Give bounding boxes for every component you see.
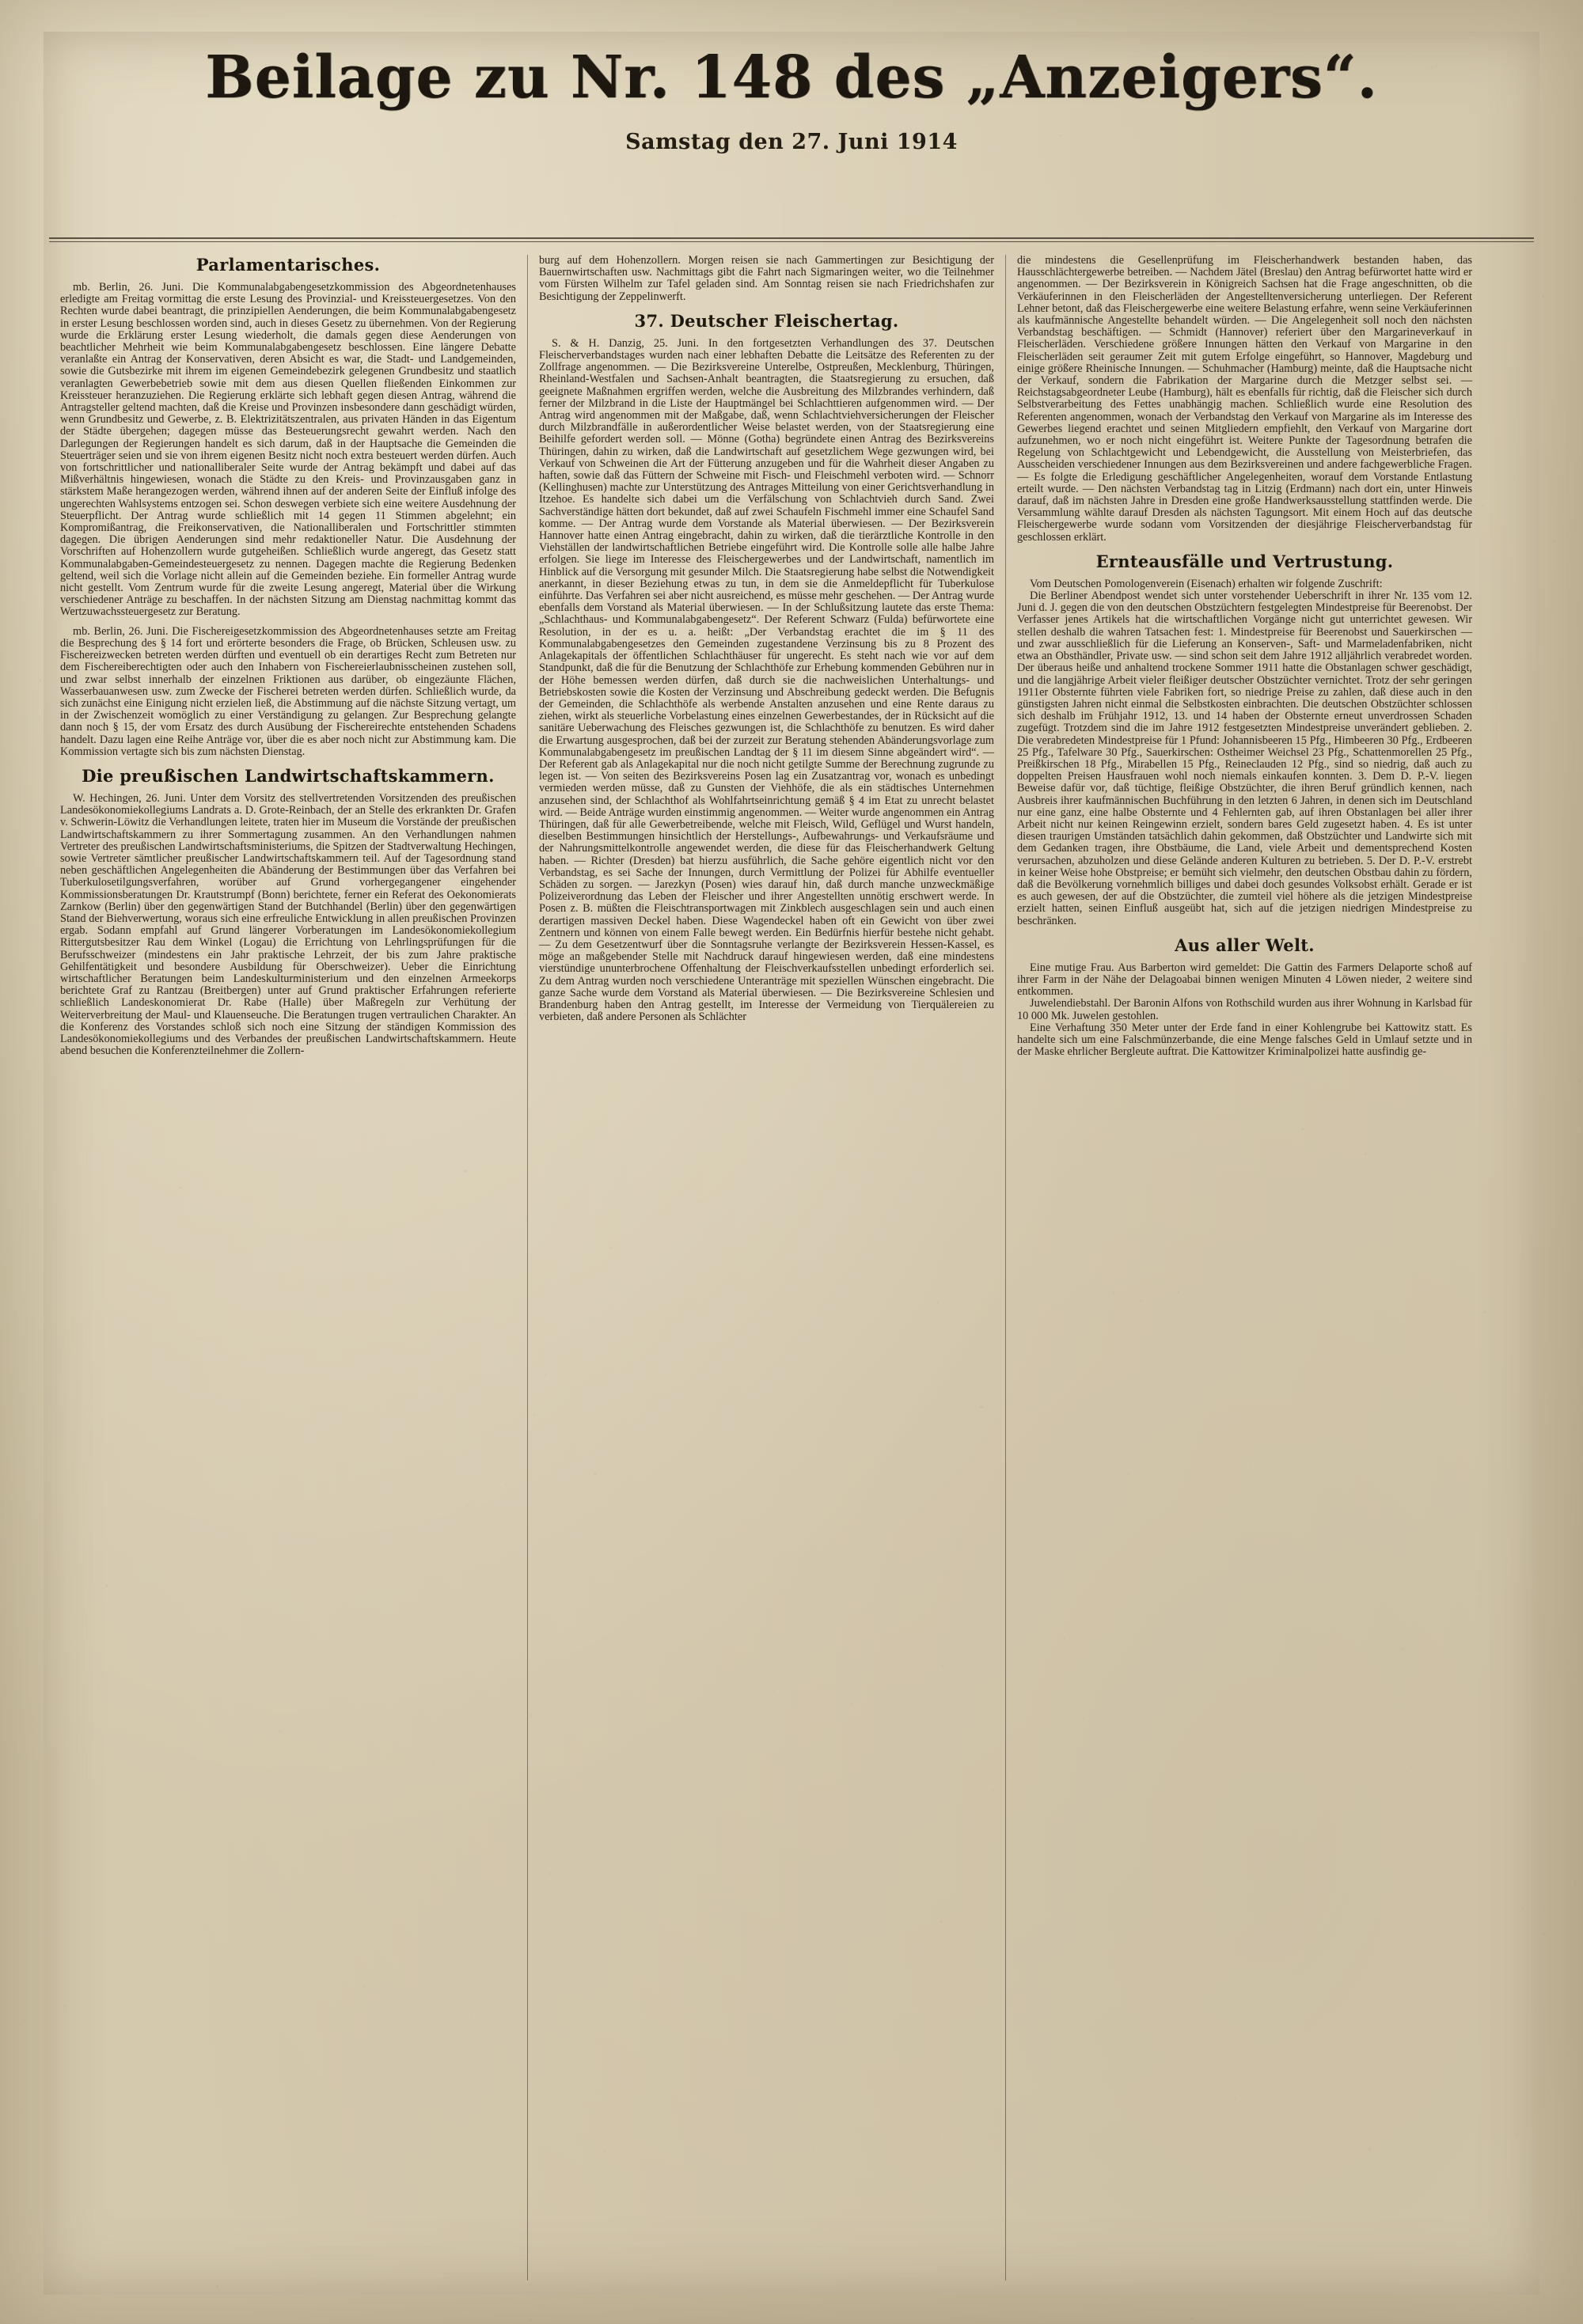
masthead-divider: [49, 237, 1534, 239]
paragraph: S. & H. Danzig, 25. Juni. In den fortgesetzten Verhandlungen des 37. Deutschen Fleischerverbandstages wurden nach einer lebhaften Debatte die Leitsätze des Referenten zu der Zollfrage angenommen. — Die Bezirksvereine Unterelbe, Ostpreußen, Mecklenburg, Thüringen, Rheinland-Westfalen und Sachsen-Anhalt beantragten, die Staatsregierung zu ersuchen, daß geeignete Maßnahmen ergriffen werden, welche die Ausbreitung des Milzbrandes verhindern, daß ferner der Milzbrand in die Liste der Hauptmängel bei Schlachttieren aufgenommen wird. — Der Antrag wird angenommen mit der Maßgabe, daß, wenn Schlachtviehversicherungen der Fleischer durch Milzbrandfälle in außerordentlicher Weise belastet werden, von der Staatsregierung eine Beihilfe gefordert werden soll. — Mönne (Gotha) begründete einen Antrag des Bezirksvereins Thüringen, dahin zu wirken, daß die Landwirtschaft auf gesetzlichem Wege gezwungen wird, bei Verkauf von Schweinen die Art der Fütterung anzugeben und für die Wahrheit dieser Angaben zu haften, sowie daß das Füttern der Schweine mit Fisch- und Fleischmehl verboten wird. — Schnorr (Kellinghusen) machte zur Unterstützung des Antrages Mitteilung von einer Gerichtsverhandlung in Itzehoe. Es handelte sich dabei um die Verfälschung von Schlachtvieh durch Sand. Zwei Sachverständige hätten dort bekundet, daß auf zwei Schaufeln Fischmehl immer eine Schaufel Sand komme. — Der Antrag wurde dem Vorstande als Material überwiesen. — Der Bezirksverein Hannover hatte einen Antrag eingebracht, dahin zu wirken, daß die tierärztliche Kontrolle in den Viehställen der landwirtschaftlichen Betriebe eingeführt wird. Die Kontrolle solle alle halbe Jahre erfolgen. Sie liege im Interesse des Fleischergewerbes und der Landwirtschaft, namentlich im Hinblick auf die Versorgung mit gesunder Milch. Die Staatsregierung habe selbst die Notwendigkeit anerkannt, in dieser Beziehung etwas zu tun, in dem sie die Anmeldepflicht für Tuberkulose einführte. Das Verfahren sei aber nicht ausreichend, es müsse mehr geschehen. — Der Antrag wurde ebenfalls dem Vorstand als Material überwiesen. — In der Schlußsitzung lautete das erste Thema: „Schlachthaus- und Kommunalabgabengesetz“. Der Referent Schwarz (Fulda) befürwortete eine Resolution, in der es u. a. heißt: „Der Verbandstag erachtet die im § 11 des Kommunalabgabengesetzes den Gemeinden zugestandene Verzinsung bis zu 8 Prozent des Anlagekapitals der öffentlichen Schlachthäuser für ungerecht. Es steht nach wie vor auf dem Standpunkt, daß die für die Benutzung der Schlachthöfe zur Erhebung kommenden Gebühren nur in der Höhe bemessen werden dürfen, daß durch sie die nachweislichen Unterhaltungs- und Betriebskosten sowie die Kosten der Verzinsung und Abschreibung gedeckt werden. Die Befugnis der Gemeinden, die Schlachthöfe als werbende Anstalten anzusehen und eine Rente daraus zu ziehen, wirkt als steuerliche Vorbelastung eines einzelnen Gewerbestandes, der in Rücksicht auf die sanitäre Ueberwachung des Fleisches gezwungen ist, die Schlachthöfe zu benutzen. Es wird daher die Erwartung ausgesprochen, daß bei der zurzeit zur Beratung stehenden Abänderungsvorlage zum Kommunalabgabengesetz im preußischen Landtag der § 11 im diesem Sinne abgeändert wird“. — Der Referent gab als Anlagekapital nur die noch nicht getilgte Summe der Berechnung zugrunde zu legen ist. — Von seiten des Bezirksvereins Posen lag ein Zusatzantrag vor, wonach es unbedingt vermieden werden müsse, daß zu Gunsten der Viehhöfe, die als ein städtisches Unternehmen anzusehen sind, der Schlachthof als Wohlfahrtseinrichtung gemäß § 4 im Etat zu unrecht belastet wird. — Beide Anträge wurden einstimmig angenommen. — Weiter wurde angenommen ein Antrag Thüringen, daß für alle Gewerbetreibende, welche mit Fleisch, Wild, Geflügel und Wurst handeln, dieselben Bestimmungen hinsichtlich der Herstellungs-, Aufbewahrungs- und Verkaufsräume und der Nahrungsmittelkontrolle angewendet werden, die diese für das Fleischerhandwerk Geltung haben. — Richter (Dresden) bat hierzu ausführlich, die Sache gehöre eigentlich nicht vor den Verbandstag, es sei Sache der Innungen, durch Vermittlung der Polizei für Abhilfe eventueller Schäden zu sorgen. — Jarezkyn (Posen) wies darauf hin, daß durch manche unzweckmäßige Polizeiverordnung das Leben der Fleischer und ihrer Angestellten unnötig erschwert werde. In Posen z. B. müßten die Fleischtransportwagen mit Zinkblech ausgeschlagen sein und auch einen derartigen massiven Deckel haben. Diese Wagendeckel haben oft ein Gewicht von über zwei Zentnern und können von einem Falle bewegt werden. Ein Bedürfnis hierfür bestehe nicht gehabt. — Zu dem Gesetzentwurf über die Sonntagsruhe verlangte der Bezirksverein Hessen-Kassel, es möge an maßgebender Stelle mit Nachdruck darauf hingewiesen werden, daß eine mindestens vierstündige ununterbrochene Offenhaltung der Fleischverkaufsstellen unbedingt erforderlich sei. Zu dem Antrag wurden noch verschiedene Unteranträge mit speziellen Wünschen eingebracht. Die ganze Sache wurde dem Vorstand als Material überwiesen. — Die Bezirksvereine Schlesien und Brandenburg haben den Antrag gestellt, im Interesse der Vermeidung von Tierquälereien zu verbieten, daß andere Personen als Schlächter: [539, 336, 994, 1024]
article-headline-aus-aller-welt: Aus aller Welt.: [1175, 935, 1315, 955]
paragraph: Eine mutige Frau. Aus Barberton wird gemeldet: Die Gattin des Farmers Delaporte schoß auf ihrer Farm in der Nähe der Delagoabai binnen wenigen Minuten 4 Löwen nieder, 2 weitere sind entkommen.: [1017, 961, 1472, 999]
paragraph-continued: burg auf dem Hohenzollern. Morgen reisen sie nach Gammertingen zur Besichtigung der Bauernwirtschaften usw. Nachmittags gibt die Fahrt nach Sigmaringen weiter, wo die Teilnehmer vom Fürsten Wilhelm zur Tafel geladen sind. Am Sonntag reisen sie nach Friedrichshafen zur Besichtigung der Zeppelinwerft.: [539, 254, 994, 303]
article-headline-ernteausfaelle: Ernteausfälle und Vertrustung.: [1095, 551, 1394, 571]
article-headline-landwirtschaftskammern: Die preußischen Landwirtschaftskammern.: [82, 765, 495, 786]
article-headline-parlamentarisches: Parlamentarisches.: [196, 255, 381, 275]
paragraph: mb. Berlin, 26. Juni. Die Kommunalabgabengesetzkommission des Abgeordnetenhauses erledigte am Freitag vormittag die erste Lesung des Provinzial- und Kreissteuergesetzes. Von den Rechten wurde dabei beantragt, die prinzipiellen Aenderungen, die beim Kommunalabgabengesetz in erster Lesung beschlossen worden sind, auch in dieses Gesetz zu übernehmen. Von der Regierung wurde die Erklärung erster Lesung wiederholt, die damals gegen diese Aenderungen von beachtlicher Mehrheit wie beim Kommunalabgabengesetz beschlossen. Eine längere Debatte veranlaßte ein Antrag der Konservativen, deren Absicht es war, die Stadt- und Landgemeinden, sowie die Gutsbezirke mit ihrem im eigenen Gemeindebezirk gelegenen Grundbesitz und staatlich veranlagten Gewerbebetrieb sowie mit dem aus diesen Quellen fließenden Einkommen zur Kreissteuer heranzuziehen. Die Regierung erklärte sich lebhaft gegen diesen Antrag, während die Antragsteller geltend machten, daß die Kreise und Provinzen insbesondere dann geschädigt würden, wenn Grundbesitz und Gewerbe, z. B. Elektrizitätszentralen, aus privaten Händen in das Eigentum der Städte übergehen; dagegen müsse das Besteuerungsrecht gewahrt werden. Nach den Darlegungen der Regierungen handelt es sich darum, daß in der Hauptsache die Gemeinden die Steuerträger seien und sie von ihrem eigenen Besitz nicht noch extra besteuert werden dürfen. Auch von fortschrittlicher und nationalliberaler Seite wurde der Antrag bekämpft und dabei auf das Mißverhältnis hingewiesen, wonach die Städte zu den Kreis- und Provinzausgaben ganz in stärkstem Maße herangezogen werden, während ihnen auf der anderen Seite der Einfluß infolge des ungerechten Wahlsystems entzogen sei. Schon deswegen verbiete sich eine weitere Ausdehnung der Steuerpflicht. Der Antrag wurde schließlich mit 14 gegen 11 Stimmen abgelehnt; ein Kompromißantrag, die Freikonservativen, die Nationalliberalen und Fortschrittler stimmten dagegen. Die übrigen Aenderungen sind mehr redaktioneller Natur. Die Ausdehnung der Vorschriften auf Hohenzollern wurde gutgeheißen. Schließlich wurde angeregt, das Gesetz statt Kommunalabgaben-Gemeindesteuergesetz zu nennen. Dagegen machte die Regierung Bedenken geltend, weil sich die Vorlage nicht allein auf die Gemeinden beziehe. Ein formeller Antrag wurde nicht gestellt. Vom Zentrum wurde für die zweite Lesung angeregt, Material über die Wirkung verschiedener Anträge zu beschaffen. In der nächsten Sitzung am Dienstag nachmittag kommt das Wertzuwachssteuergesetz zur Beratung.: [60, 281, 516, 619]
column-2: [527, 255, 1005, 2280]
paragraph: Vom Deutschen Pomologenverein (Eisenach) erhalten wir folgende Zuschrift:: [1030, 577, 1383, 590]
masthead: [47, 44, 1536, 154]
paragraph: Juwelendiebstahl. Der Baronin Alfons von Rothschild wurden aus ihrer Wohnung in Karlsbad für 10 000 Mk. Juwelen gestohlen.: [1017, 997, 1472, 1022]
issue-date: Samstag den 27. Juni 1914: [625, 129, 958, 154]
article-columns: [49, 255, 1534, 2280]
paragraph: Eine Verhaftung 350 Meter unter der Erde fand in einer Kohlengrube bei Kattowitz statt. Es handelte sich um eine Falschmünzerbande, die eine Menge falsches Geld in Umlauf setzte und in der Maske ehrlicher Bergleute auftrat. Die Kattowitzer Kriminalpolizei hatte ausfindig ge-: [1017, 1021, 1472, 1059]
column-3: [1005, 255, 1483, 2280]
masthead-divider-secondary: [49, 241, 1534, 242]
article-headline-fleischertag: 37. Deutscher Fleischertag.: [634, 310, 899, 331]
paragraph: Die Berliner Abendpost wendet sich unter vorstehender Ueberschrift in ihrer Nr. 135 vom 12. Juni d. J. gegen die von den deutschen Obstzüchtern festgelegten Mindestpreise für Beerenobst. Der Verfasser jenes Artikels hat die wirtschaftlichen Vorgänge nicht gut unterrichtet gewesen. Wir stellen deshalb die wahren Tatsachen fest: 1. Mindestpreise für Beerenobst und Sauerkirschen — und zwar ausschließlich für die Lieferung an Konserven-, Saft- und Marmeladenfabriken, nicht etwa an Obsthändler, Private usw. — sind schon seit dem Jahre 1912 alljährlich verabredet worden. Der überaus heiße und anhaltend trockene Sommer 1911 hatte die Obstanlagen schwer geschädigt, und die langjährige Arbeit vieler fleißiger deutscher Obstzüchter vernichtet. Trotz der sehr geringen 1911er Obsternte führten viele Fabriken fort, so niedrige Preise zu zahlen, daß diese auch in den günstigsten Jahren nicht einmal die Selbstkosten einbrachten. Die deutschen Obstzüchter schlossen sich deshalb im Frühjahr 1912, 13. und 14 haben der Obsternte erneut unverdrossen Schaden zugefügt. Trotzdem sind die im Jahre 1912 festgesetzten Mindestpreise unverändert geblieben. 2. Die verabredeten Mindestpreise für 1 Pfund: Johannisbeeren 15 Pfg., Himbeeren 30 Pfg., Erdbeeren 25 Pfg., Tafelware 30 Pfg., Sauerkirschen: Ostheimer Weichsel 23 Pfg., Schattenmorellen 25 Pfg., Preißkirschen 18 Pfg., Mirabellen 15 Pfg., Reineclauden 12 Pfg., sind so niedrig, daß auch zu doppelten Preisen Hausfrauen wohl noch niemals einkaufen konnten. 3. Dem D. P.-V. liegen Beweise dafür vor, daß tüchtige, fleißige Obstzüchter, die ihren Beruf gründlich kennen, nach Ausbreis ihrer kaufmännischen Buchführung in den letzten 6 Jahren, in denen sich im Deutschland nur eine ganz, eine halbe Obsternte und 4 Fehlernten gab, auf ihren Obstanlagen bei aller ihrer Arbeit nicht nur keinen Reingewinn erzielt, sondern bares Geld zugesetzt haben. 4. Es ist unter diesen traurigen Umständen tatsächlich dahin gekommen, daß Obstzüchter und Landwirte sich mit dem Gedanken tragen, ihre Obstbäume, die Land, viele Arbeit und dementsprechend Kosten verursachen, abzuholzen und diese Gelände anderen Kulturen zu betrieben. 5. Der D. P.-V. erstrebt in keiner Weise hohe Obstpreise; er bemüht sich vielmehr, den deutschen Obstbau dahin zu fördern, daß die Bevölkerung vornehmlich billiges und dabei doch gesundes Volksobst erhält. Gerade er ist es auch gewesen, der auf die Obstzüchter, die zumteil viel höhere als die jetzigen Mindestpreise erzielt hatten, seinen Einfluß ausgeübt hat, sich auf die jetzigen niedrigen Mindestpreise zu beschränken.: [1017, 590, 1472, 927]
page-title: Beilage zu Nr. 148 des „Anzeigers“.: [205, 44, 1378, 112]
column-1: [49, 255, 527, 2280]
paragraph: W. Hechingen, 26. Juni. Unter dem Vorsitz des stellvertretenden Vorsitzenden des preußischen Landesökonomiekollegiums Landrats a. D. Grote-Reinbach, der an Stelle des erkrankten Dr. Grafen v. Schwerin-Löwitz die Verhandlungen leitete, traten hier im Museum die Vorstände der preußischen Landwirtschaftskammern zu ihrer Sommertagung zusammen. An den Verhandlungen nahmen Vertreter des preußischen Landwirtschaftsministeriums, die Spitzen der Stadtverwaltung Hechingen, sowie Vertreter sämtlicher preußischer Landwirtschaftskammern teil. Auf der Tagesordnung stand neben geschäftlichen Angelegenheiten die Abänderung der Bestimmungen über das Verfahren bei Tuberkulosetilgungsverfahren, worüber auf Grund vorhergegangener eingehender Kommissionsberatungen Dr. Krautstrumpf (Bonn) berichtete, ferner ein Referat des Oekonomierats Zarnkow (Berlin) über den gegenwärtigen Stand der Butchhandel (Berlin) über den gegenwärtigen Stand der Biehverwertung, woraus sich eine erfreuliche Entwicklung in allen preußischen Provinzen ergab. Sodann empfahl auf Grund längerer Vorberatungen im Landesökonomiekollegium Rittergutsbesitzer Rau dem Winkel (Logau) die Errichtung von Lehrlingsprüfungen für die Berufsschweizer (mindestens ein Jahr praktische Lehrzeit, der bis zum Jahre praktische Gehilfentätigkeit und besondere Ausbildung für Oberschweizer). Ueber die Einrichtung wirtschaftlicher Beratungen beim Landeskulturministerium und den einzelnen Armeekorps berichtete Graf zu Rantzau (Breitbergen) unter auf Grund praktischer Erfahrungen referierte schließlich Landeskonomierat Dr. Rabe (Halle) über Maßregeln zur Verhütung der Weiterverbreitung der Maul- und Klauenseuche. Die Beratungen trugen vertraulichen Charakter. An die Konferenz des Vorstandes schloß sich noch eine Sitzung der ständigen Kommission des Landesökonomiekollegiums und des Verbandes der preußischen Landwirtschaftskammern. Heute abend besuchen die Konferenzteilnehmer die Zollern-: [60, 791, 516, 1058]
paragraph: mb. Berlin, 26. Juni. Die Fischereigesetzkommission des Abgeordnetenhauses setzte am Freitag die Besprechung des § 14 fort und erörterte besonders die Frage, ob Brücken, Schleusen usw. zu Fischereizwecken betreten werden dürften und eventuell ob ein derartiges Recht zum Betreten nur dem Fischereiberechtigten oder auch den Inhabern von Fischereierlaubnisscheinen zustehen soll, und zwar selbst innerhalb der einzelnen Friktionen aus darüber, ob eingezäunte Flächen, Wasserbauanwesen usw. zum Zwecke der Fischerei betreten werden dürfen. Schließlich wurde, da sich zunächst eine Einigung nicht erzielen ließ, die Abstimmung auf die nächste Sitzung vertagt, um in der Zwischenzeit womöglich zu einer Verständigung zu gelangen. Zur Besprechung gelangte dann noch § 15, der vom Ersatz des durch Ausübung der Fischereirechte entstehenden Schadens handelt. Dazu lagen eine Reihe Anträge vor, über die es aber noch nicht zur Abstimmung kam. Die Kommission vertagte sich bis zum nächsten Dienstag.: [60, 624, 516, 758]
paragraph-continued: die mindestens die Gesellenprüfung im Fleischerhandwerk bestanden haben, das Hausschlächtergewerbe betreiben. — Nachdem Jätel (Breslau) den Antrag befürwortet hatte wird er angenommen. — Der Bezirksverein in Königreich Sachsen hat die Frage angeschnitten, ob die Verkäuferinnen in den Fleischerläden der Angestelltenversicherung unterliegen. Der Referent Lehner betont, daß das Fleischergewerbe eine weitere Belastung erfahre, wenn seine Verkäuferinnen als kaufmännische Angestellte behandelt würden. — Die Angelegenheit soll noch den nächsten Verbandstag beschäftigen. — Schmidt (Hannover) referiert über den Margarineverkauf in Fleischerläden. Verschiedene größere Innungen hätten den Verkauf von Margarine in den Fleischerläden seit geraumer Zeit mit gutem Erfolge eingeführt, so Hannover, Magdeburg und einige größere Rheinische Innungen. — Schuhmacher (Hamburg) meinte, daß die Hauptsache nicht der Verkauf, sondern die Fabrikation der Margarine durch die Metzger selbst sei. — Reichstagsabgeordneter Leube (Hamburg), hält es ebenfalls für richtig, daß die Fleischer sich durch Selbstverarbeitung des Fettes unabhängig machen. Schließlich wurde eine Resolution des Referenten angenommen, wonach der Verbandstag den Verkauf von Margarine als im Interesse des Gewerbes liegend erachtet und seinen Mitgliedern empfiehlt, den Verkauf von Margarine dort aufzunehmen, wo er noch nicht eingeführt ist. Weitere Punkte der Tagesordnung betrafen die Regelung von Schlachtgewicht und Lebendgewicht, die Ausstellung von Meisterbriefen, das Ausscheiden verschiedener Innungen aus dem Bezirksvereinen und andere fachgewerbliche Fragen. — Es folgte die Erledigung geschäftlicher Angelegenheiten, worauf dem Vorstande Entlastung erteilt wurde. — Den nächsten Verbandstag tag in Litzig (Erdmann) nach dort ein, unter Hinweis darauf, daß im nächsten Jahre in Dresden eine große Handwerksausstellung stattfinden werde. Die Versammlung wählte darauf Dresden als nächsten Tagungsort. Mit einem Hoch auf das deutsche Fleischergewerbe wurde sodann vom Vorsitzenden der diesjährige Fleischerverbandstag für geschlossen erklärt.: [1017, 254, 1472, 544]
